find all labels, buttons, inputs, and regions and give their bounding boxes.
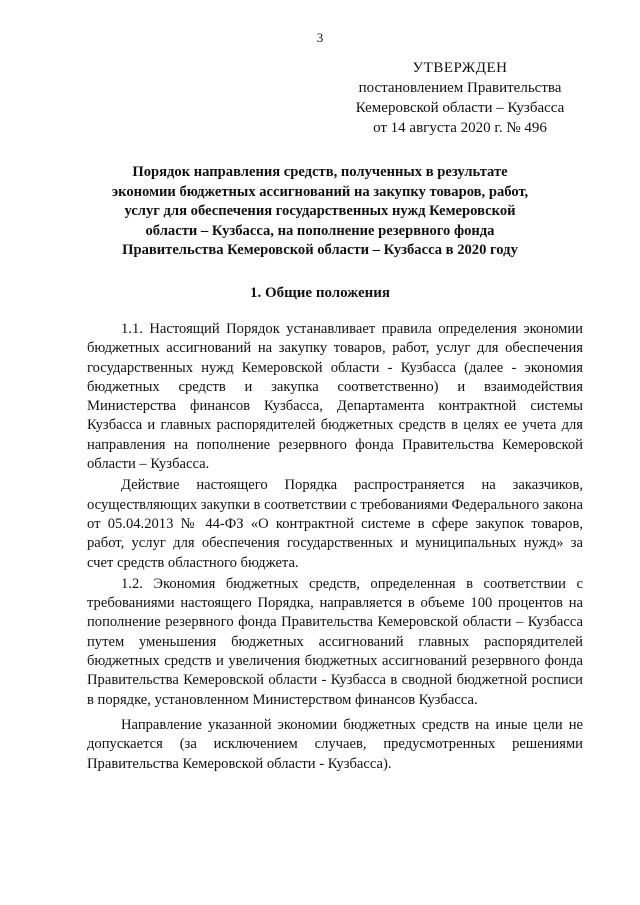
paragraph: Направление указанной экономии бюджетных средств на иные цели не допускается (за исключением случаев, предусмотренных решениями Правительства Кемеровской области - Кузбасса). (87, 716, 583, 772)
approval-stamp (330, 58, 590, 138)
page-number: 3 (316, 30, 324, 45)
paragraph: Действие настоящего Порядка распространяется на заказчиков, осуществляющих закупки в соответствии с требованиями Федерального закона от 05.04.2013 № 44-ФЗ «О контрактной системе в сфере закупок товаров, работ, услуг для обеспечения государственных и муниципальных нужд» за счет средств областного бюджета. (87, 477, 583, 571)
paragraph: 1.2. Экономия бюджетных средств, определенная в соответствии с требованиями настоящего Порядка, направляется в объеме 100 процентов на пополнение резервного фонда Правительства Кемеровской области – Кузбасса путем уменьшения бюджетных ассигнований главных распорядителей бюджетных средств и увеличения бюджетных ассигнований резервного фонда Правительства Кемеровской области - Кузбасса в сводной бюджетной росписи в порядке, установленном Министерством финансов Кузбасса. (87, 575, 583, 708)
approval-date-line: от 14 августа 2020 г. № 496 (373, 120, 547, 136)
section-heading: 1. Общие положения (249, 285, 391, 301)
paragraph: 1.1. Настоящий Порядок устанавливает правила определения экономии бюджетных ассигнований на закупку товаров, работ, услуг для обеспечения государственных нужд Кемеровской области - Кузбасса (далее - экономия бюджетных средств и закупка соответственно) и взаимодействия Министерства финансов Кузбасса, Департамента контрактной системы Кузбасса и главных распорядителей бюджетных средств в целях ее учета для направления на пополнение резервного фонда Правительства Кемеровской области – Кузбасса. (87, 321, 583, 473)
document-title: Порядок направления средств, полученных в результате экономии бюджетных ассигнований на закупку товаров, работ, услуг для обеспечения государственных нужд Кемеровской области – Кузбасса, на пополнение резервного фонда Правительства Кемеровской области – Кузбасса в 2020 году (111, 164, 529, 259)
approval-line: Кемеровской области – Кузбасса (355, 100, 565, 116)
document-body (87, 320, 583, 776)
approval-heading: УТВЕРЖДЕН (412, 60, 508, 76)
approval-line: постановлением Правительства (358, 80, 562, 96)
